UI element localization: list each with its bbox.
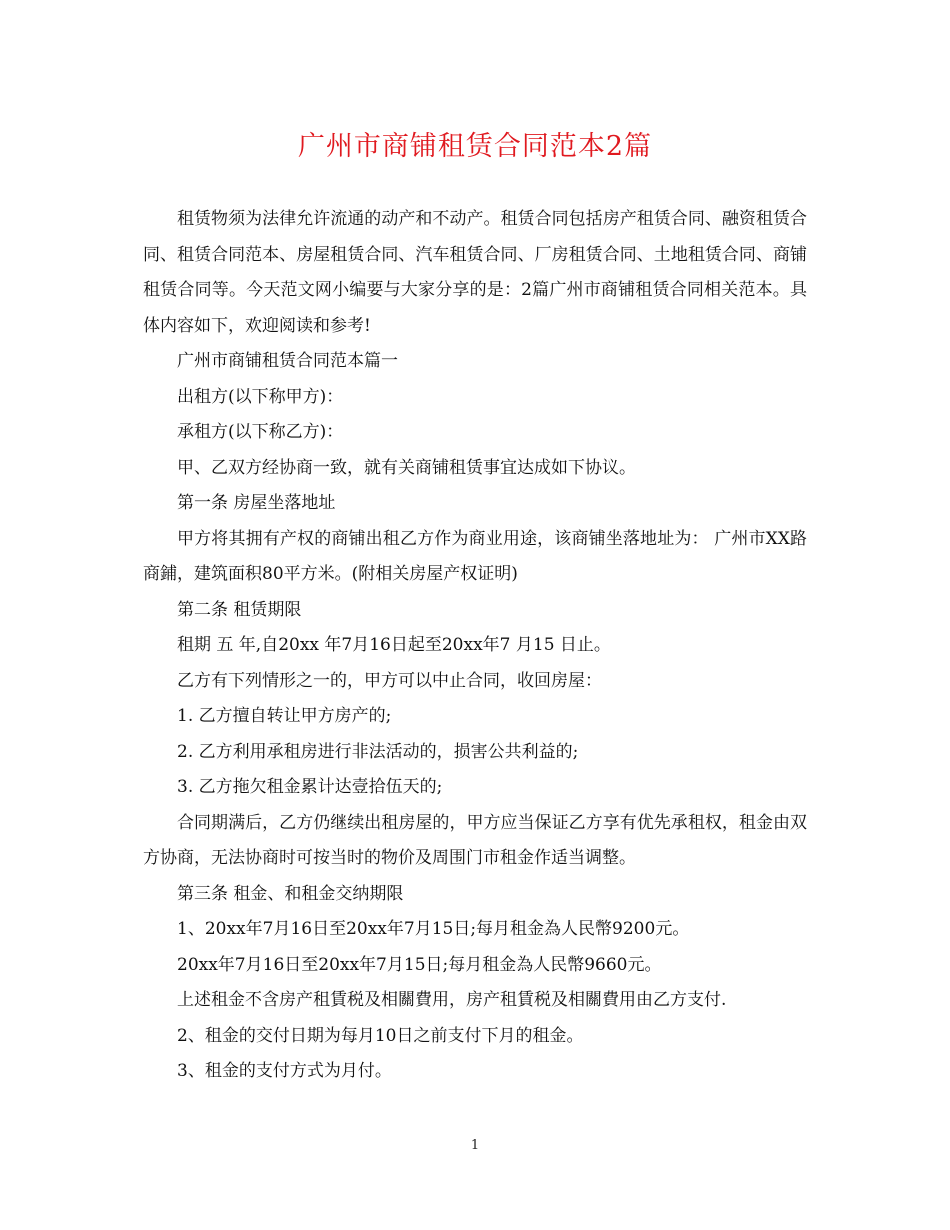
- rent-tax-note: 上述租金不含房产租賃税及相關費用，房产租賃税及相關費用由乙方支付.: [177, 990, 727, 1010]
- termination-condition-item: 1. 乙方擅自转让甲方房产的;: [177, 706, 392, 726]
- lease-term-text: 租期 五 年,自20xx 年7月16日起至20xx年7 月15 日止。: [177, 635, 611, 655]
- page-number: 1: [470, 1138, 480, 1153]
- rent-clause-item: 20xx年7月16日至20xx年7月15日;每月租金為人民幣9660元。: [177, 954, 662, 975]
- article-one-heading: 第一条 房屋坐落地址: [177, 493, 336, 513]
- lessor-line: 出租方(以下称甲方)：: [177, 386, 344, 407]
- lessee-line: 承租方(以下称乙方)：: [177, 422, 344, 442]
- termination-condition-item: 3. 乙方拖欠租金累计达壹拾伍天的;: [177, 777, 443, 797]
- article-two-heading: 第二条 租赁期限: [177, 599, 302, 620]
- intro-paragraph: 租赁物须为法律允许流通的动产和不动产。租赁合同包括房产租赁合同、融资租赁合同、租赁合同范本、房屋租赁合同、汽车租赁合同、厂房租赁合同、土地租赁合同、商铺租赁合同等。今天范文网小编要与大家分享的是：2篇广州市商铺租赁合同相关范本。具体内容如下，欢迎阅读和参考!: [143, 209, 807, 336]
- renewal-paragraph: 合同期满后，乙方仍继续出租房屋的，甲方应当保证乙方享有优先承租权，租金由双方协商，无法协商时可按当时的物价及周围门市租金作适当调整。: [143, 812, 807, 868]
- section-heading-part-one: 广州市商铺租赁合同范本篇一: [177, 351, 398, 371]
- agreement-statement: 甲、乙双方经协商一致，就有关商铺租赁事宜达成如下协议。: [177, 457, 636, 478]
- document-title: 广州市商铺租赁合同范本2篇: [297, 131, 653, 162]
- termination-condition-item: 2. 乙方利用承租房进行非法活动的，损害公共利益的;: [177, 741, 579, 762]
- rent-clause-item: 2、租金的交付日期为每月10日之前支付下月的租金。: [177, 1025, 584, 1046]
- document-body: [143, 202, 807, 1090]
- termination-conditions-intro: 乙方有下列情形之一的，甲方可以中止合同，收回房屋：: [177, 670, 602, 691]
- article-three-heading: 第三条 租金、和租金交纳期限: [177, 883, 404, 904]
- article-one-text: 甲方将其拥有产权的商铺出租乙方作为商业用途，该商铺坐落地址为： 广州市XX路商鋪，建筑面积80平方米。(附相关房屋产权证明): [143, 528, 807, 584]
- rent-clause-item: 3、租金的支付方式为月付。: [177, 1061, 392, 1081]
- rent-clause-item: 1、20xx年7月16日至20xx年7月15日;每月租金為人民幣9200元。: [177, 919, 690, 939]
